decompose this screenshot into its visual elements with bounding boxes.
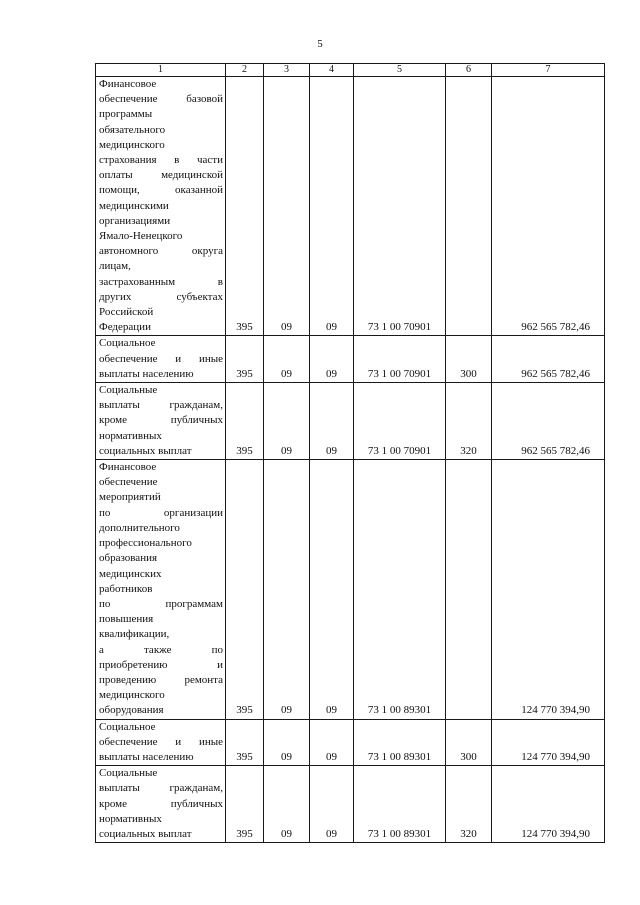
row-name-line: а также по	[99, 643, 223, 656]
row-name-line: выплаты населению	[99, 367, 194, 380]
page-number: 5	[317, 38, 323, 50]
expense-type-cell: 320	[446, 383, 492, 460]
expense-type-cell: 300	[446, 719, 492, 766]
expense-type-cell	[446, 460, 492, 719]
row-name-line: обеспечение	[99, 476, 158, 489]
row-name-line: нормативных	[99, 429, 162, 442]
row-name-line: Социальные	[99, 767, 158, 780]
expense-type-cell: 300	[446, 336, 492, 383]
row-name-line: организациями	[99, 214, 171, 227]
row-name-cell	[96, 766, 226, 843]
row-name-line: обеспечение и иные	[99, 352, 223, 365]
subsection-cell: 09	[310, 77, 354, 336]
row-name-cell	[96, 460, 226, 719]
row-name-line: кроме публичных	[99, 414, 223, 427]
section-cell: 09	[264, 719, 310, 766]
amount-cell: 124 770 394,90	[492, 766, 605, 843]
row-name-line: автономного округа	[99, 245, 223, 258]
row-name-line: профессионального	[99, 537, 192, 550]
section-cell: 09	[264, 336, 310, 383]
section-cell: 09	[264, 383, 310, 460]
amount-cell: 962 565 782,46	[492, 383, 605, 460]
row-name-line: медицинского	[99, 138, 165, 151]
row-name-cell	[96, 77, 226, 336]
row-name-line: Российской	[99, 306, 154, 319]
amount-cell: 124 770 394,90	[492, 719, 605, 766]
header-cell-target: 5	[354, 64, 446, 77]
budget-table	[95, 63, 605, 843]
row-name-cell	[96, 719, 226, 766]
amount-cell: 962 565 782,46	[492, 77, 605, 336]
subsection-cell: 09	[310, 460, 354, 719]
row-name-line: по программам	[99, 597, 223, 610]
row-name-line: социальных выплат	[99, 444, 192, 457]
row-name-line: социальных выплат	[99, 827, 192, 840]
row-name-line: квалификации,	[99, 628, 170, 641]
row-name-line: медицинских	[99, 567, 162, 580]
row-name-line: Социальное	[99, 337, 156, 350]
row-name-line: дополнительного	[99, 521, 180, 534]
target-cell: 73 1 00 70901	[354, 77, 446, 336]
row-name-line: повышения	[99, 613, 154, 626]
row-name-line: программы	[99, 108, 153, 121]
amount-cell: 124 770 394,90	[492, 460, 605, 719]
row-name-line: выплаты населению	[99, 750, 194, 763]
header-cell-section: 3	[264, 64, 310, 77]
amount-cell: 962 565 782,46	[492, 336, 605, 383]
row-name-line: лицам,	[99, 260, 131, 273]
table-row	[96, 383, 605, 460]
row-name-line: медицинского	[99, 689, 165, 702]
ministry-cell: 395	[226, 719, 264, 766]
table-row	[96, 766, 605, 843]
expense-type-cell: 320	[446, 766, 492, 843]
row-name-line: оплаты медицинской	[99, 169, 223, 182]
row-name-line: Финансовое	[99, 78, 157, 90]
table-row	[96, 460, 605, 719]
row-name-line: по организации	[99, 506, 223, 519]
row-name-line: оборудования	[99, 704, 164, 717]
ministry-cell: 395	[226, 336, 264, 383]
header-cell-ministry: 2	[226, 64, 264, 77]
subsection-cell: 09	[310, 383, 354, 460]
section-cell: 09	[264, 460, 310, 719]
ministry-cell: 395	[226, 766, 264, 843]
target-cell: 73 1 00 70901	[354, 383, 446, 460]
row-name-line: обеспечение и иные	[99, 735, 223, 748]
header-row	[96, 64, 605, 77]
table-row	[96, 336, 605, 383]
row-name-line: мероприятий	[99, 491, 161, 504]
header-cell-name: 1	[96, 64, 226, 77]
row-name-line: приобретению и	[99, 658, 223, 671]
row-name-line: выплаты гражданам,	[99, 399, 223, 412]
row-name-line: образования	[99, 552, 158, 565]
row-name-line: помощи, оказанной	[99, 184, 223, 197]
row-name-line: обязательного	[99, 123, 166, 136]
row-name-line: Федерации	[99, 321, 151, 334]
target-cell: 73 1 00 89301	[354, 766, 446, 843]
row-name-line: страхования в части	[99, 154, 223, 167]
ministry-cell: 395	[226, 77, 264, 336]
row-name-line: Социальное	[99, 720, 156, 733]
row-name-cell	[96, 336, 226, 383]
header-cell-subsection: 4	[310, 64, 354, 77]
table-row	[96, 77, 605, 336]
subsection-cell: 09	[310, 766, 354, 843]
target-cell: 73 1 00 70901	[354, 336, 446, 383]
section-cell: 09	[264, 766, 310, 843]
expense-type-cell	[446, 77, 492, 336]
row-name-line: выплаты гражданам,	[99, 782, 223, 795]
row-name-line: Ямало-Ненецкого	[99, 230, 183, 243]
row-name-line: обеспечение базовой	[99, 93, 223, 106]
target-cell: 73 1 00 89301	[354, 460, 446, 719]
row-name-line: медицинскими	[99, 199, 169, 212]
row-name-cell	[96, 383, 226, 460]
section-cell: 09	[264, 77, 310, 336]
table-row	[96, 719, 605, 766]
header-cell-expense-type: 6	[446, 64, 492, 77]
row-name-line: Финансовое	[99, 461, 157, 474]
row-name-line: Социальные	[99, 384, 158, 397]
row-name-line: других субъектах	[99, 290, 223, 303]
row-name-line: работников	[99, 582, 153, 595]
subsection-cell: 09	[310, 336, 354, 383]
subsection-cell: 09	[310, 719, 354, 766]
row-name-line: нормативных	[99, 812, 162, 825]
row-name-line: застрахованным в	[99, 275, 223, 288]
header-cell-amount: 7	[492, 64, 605, 77]
row-name-line: проведению ремонта	[99, 673, 223, 686]
ministry-cell: 395	[226, 383, 264, 460]
row-name-line: кроме публичных	[99, 797, 223, 810]
ministry-cell: 395	[226, 460, 264, 719]
target-cell: 73 1 00 89301	[354, 719, 446, 766]
